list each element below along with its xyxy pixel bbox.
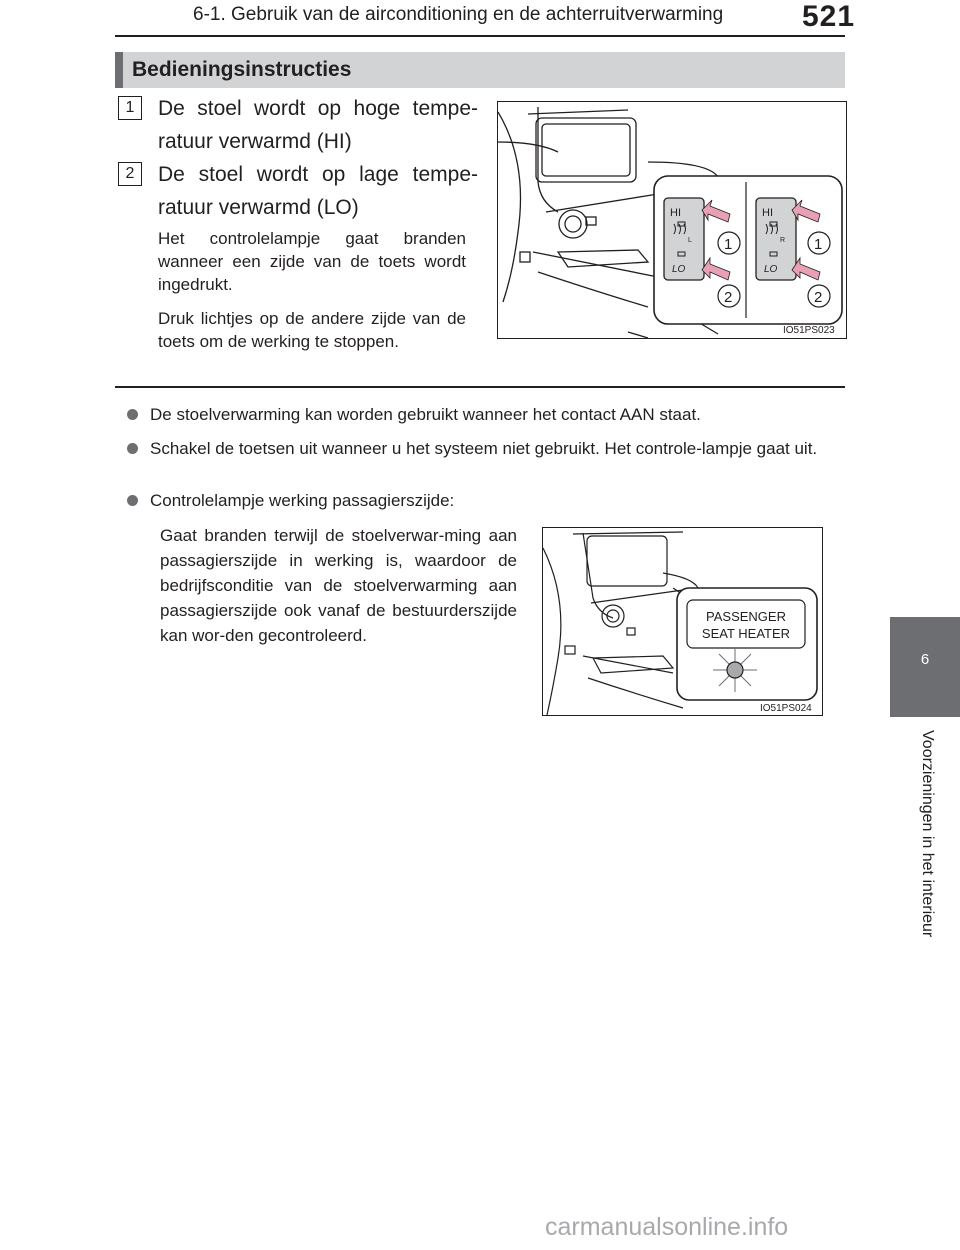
item-1-badge: 1	[118, 96, 142, 120]
figure1-code: IO51PS023	[783, 325, 835, 336]
item-2-badge: 2	[118, 162, 142, 186]
right-switch-lo-label: LO	[764, 264, 778, 275]
bullet-dot	[127, 443, 138, 454]
section-title: Bedieningsinstructies	[132, 58, 352, 81]
left-switch-lo-label: LO	[672, 264, 686, 275]
section-divider	[115, 386, 845, 388]
note-stop: Druk lichtjes op de andere zijde van de toets om de werking te stoppen.	[158, 309, 466, 351]
item-2-text: De stoel wordt op lage tempe-ratuur verwarmd (LO)	[158, 163, 478, 219]
indicator-lamp-icon	[713, 648, 757, 692]
watermark: carmanualsonline.info	[545, 1213, 789, 1241]
passenger-indicator-illustration	[543, 528, 822, 715]
indicator-text-line1: PASSENGER	[706, 609, 786, 624]
left-switch-hi-label: HI	[670, 207, 681, 219]
bullet-passenger-indicator: Controlelampje werking passagierszijde:	[150, 491, 455, 510]
note-indicator: Het controlelampje gaat branden wanneer een zijde van de toets wordt ingedrukt.	[158, 229, 466, 294]
figure2-code: IO51PS024	[760, 703, 812, 714]
left-callout-2: 2	[724, 289, 733, 306]
item-1-text: De stoel wordt op hoge tempe-ratuur verwarmd (HI)	[158, 97, 478, 153]
running-header-title: 6-1. Gebruik van de airconditioning en de achterruitverwarming	[193, 4, 724, 25]
left-callout-1: 1	[724, 236, 733, 253]
page-number: 521	[802, 0, 856, 33]
right-callout-2: 2	[814, 289, 823, 306]
indicator-text-line2: SEAT HEATER	[701, 626, 791, 641]
bullet-contact-on: De stoelverwarming kan worden gebruikt wanneer het contact AAN staat.	[150, 405, 701, 424]
right-callout-1: 1	[814, 236, 823, 253]
passenger-indicator-description: Gaat branden terwijl de stoelverwar-ming aan passagierszijde in werking is, waardoor de bedrijfsconditie van de stoelverwarming aan passagierszijde ook vanaf de bestuurderszijde kan wor-den gecontroleerd.	[160, 526, 517, 645]
bullet-switch-off: Schakel de toetsen uit wanneer u het systeem niet gebruikt. Het controle-lampje gaat uit.	[150, 439, 818, 458]
right-switch-letter: R	[780, 237, 786, 244]
left-switch-letter: L	[688, 237, 692, 244]
chapter-title	[918, 730, 942, 990]
header-divider	[115, 35, 845, 37]
passenger-seat-heater-figure	[542, 527, 823, 716]
chapter-title-text: Voorzieningen in het interieur	[919, 730, 936, 938]
chapter-number: 6	[920, 651, 930, 668]
section-header-accent	[115, 52, 123, 88]
bullet-dot	[127, 495, 138, 506]
bullet-dot	[127, 409, 138, 420]
seat-heater-switch-figure	[497, 101, 847, 339]
right-switch-hi-label: HI	[762, 207, 773, 219]
seat-heater-switch-illustration	[498, 102, 846, 338]
